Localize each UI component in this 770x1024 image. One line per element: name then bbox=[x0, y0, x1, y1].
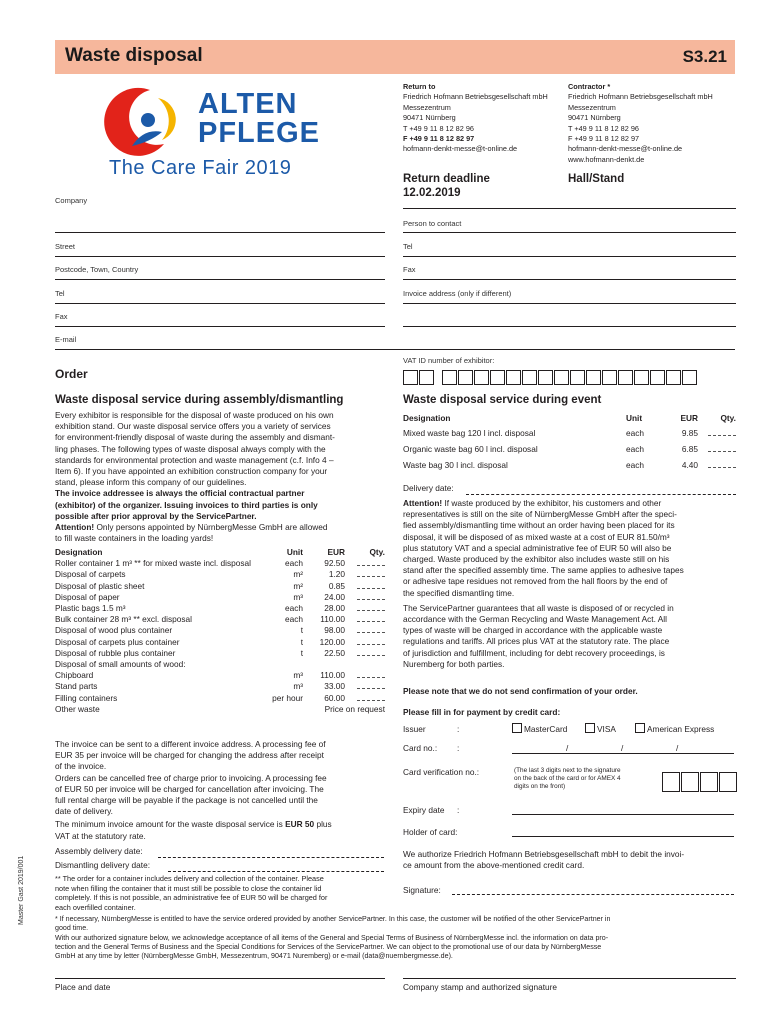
amex-label: American Express bbox=[647, 724, 715, 734]
row-unit: each bbox=[285, 558, 303, 569]
text-line: standards for environmental protection and waste management (c.f. Info 4 – bbox=[55, 454, 334, 465]
row-designation: Plastic bags 1.5 m³ bbox=[55, 603, 126, 614]
fax-label: Fax bbox=[55, 312, 68, 321]
text-line: ce amount from the above-mentioned credit card. bbox=[403, 860, 585, 871]
vat-box[interactable] bbox=[650, 370, 665, 385]
divider bbox=[403, 208, 736, 209]
col-designation: Designation bbox=[403, 413, 451, 423]
contractor-line: Messezentrum bbox=[568, 102, 616, 112]
col-qty: Qty. bbox=[369, 547, 385, 557]
side-form-code: Master Gast 2019/001 bbox=[18, 855, 25, 925]
place-date-label: Place and date bbox=[55, 982, 111, 992]
row-unit: m² bbox=[293, 580, 303, 591]
issuer-label: Issuer bbox=[403, 724, 426, 734]
row-unit: each bbox=[626, 428, 644, 439]
amex-checkbox[interactable] bbox=[635, 723, 645, 733]
invoice-address-field-2[interactable] bbox=[403, 326, 736, 327]
text-line: or adhesive tape residues not removed from the hall floors by the end of bbox=[403, 576, 668, 587]
card-option-mastercard[interactable] bbox=[512, 723, 567, 735]
text-line: good time. bbox=[55, 924, 89, 933]
email-field[interactable] bbox=[55, 349, 735, 350]
text-line: regulations and tariffs. All prices plus VAT at the statutory rate. The place bbox=[403, 636, 670, 647]
text-line: Item 6). If you have appointed an exhibition construction company for your bbox=[55, 466, 328, 477]
text-line: Every exhibitor is responsible for the disposal of waste produced on his own bbox=[55, 410, 334, 420]
text-line: (exhibitor) of the organizer. Issuing invoices to third parties is only bbox=[55, 499, 318, 510]
row-price: 22.50 bbox=[324, 647, 345, 658]
street-field[interactable] bbox=[55, 256, 385, 257]
contractor-block bbox=[568, 82, 738, 165]
text-line: the specified dismantling time. bbox=[403, 587, 515, 598]
col-unit: Unit bbox=[626, 413, 643, 423]
deadline-label: Return deadline bbox=[403, 173, 490, 185]
holder-label: Holder of card: bbox=[403, 827, 458, 837]
text-line: date of delivery. bbox=[55, 806, 113, 817]
row-price: Price on request bbox=[324, 703, 385, 714]
dismantling-date-label: Dismantling delivery date: bbox=[55, 860, 150, 870]
row-qty-field[interactable] bbox=[345, 670, 385, 681]
contractor-line: www.hofmann-denkt.de bbox=[568, 154, 645, 164]
return-to-block bbox=[403, 82, 568, 155]
text-line: We authorize Friedrich Hofmann Betriebsgesellschaft mbH to debit the invoi- bbox=[403, 849, 685, 859]
card-no-slash: / bbox=[676, 743, 679, 753]
row-qty-field[interactable] bbox=[345, 681, 385, 692]
row-qty-field[interactable] bbox=[698, 428, 736, 439]
card-no-slash: / bbox=[566, 743, 569, 753]
right-fax-field[interactable] bbox=[403, 279, 736, 280]
text-line: stand after the specified assembly time. The same applies to adhesive tapes bbox=[403, 565, 684, 576]
visa-label: VISA bbox=[597, 724, 616, 734]
row-unit: each bbox=[626, 443, 644, 454]
table-row bbox=[55, 558, 385, 569]
row-unit: each bbox=[285, 603, 303, 614]
verification-boxes[interactable] bbox=[662, 772, 738, 792]
text-line: accordance with the German Recycling and Waste Management Act. All bbox=[403, 614, 667, 625]
table-row bbox=[403, 428, 736, 439]
table-row bbox=[55, 625, 385, 636]
table-row bbox=[403, 460, 736, 471]
form-code: S3.21 bbox=[682, 47, 727, 66]
vat-box[interactable] bbox=[682, 370, 697, 385]
cvv-box[interactable] bbox=[700, 772, 718, 792]
expiry-label: Expiry date bbox=[403, 805, 445, 815]
row-price: 33.00 bbox=[324, 681, 345, 692]
card-option-amex[interactable] bbox=[635, 723, 714, 735]
vat-box[interactable] bbox=[554, 370, 569, 385]
vat-box[interactable] bbox=[403, 370, 418, 385]
vat-box[interactable] bbox=[490, 370, 505, 385]
contractor-line: Friedrich Hofmann Betriebsgesellschaft mbH bbox=[568, 92, 713, 102]
text-line: With our authorized signature below, we acknowledge acceptance of all items of the General and Special Terms of Business of NürnbergMesse incl. the information on data pro- bbox=[55, 933, 609, 942]
text-line: exhibition stand. Our waste disposal service offers you a variety of services bbox=[55, 421, 331, 432]
col-eur: EUR bbox=[680, 413, 698, 423]
logo-line1: ALTEN bbox=[198, 88, 298, 120]
row-designation: Stand parts bbox=[55, 681, 98, 692]
vat-box[interactable] bbox=[618, 370, 633, 385]
row-designation: Chipboard bbox=[55, 670, 94, 681]
row-unit: t bbox=[300, 636, 303, 647]
row-price: 98.00 bbox=[324, 625, 345, 636]
row-designation: Disposal of rubble plus container bbox=[55, 647, 176, 658]
event-section-heading: Waste disposal service during event bbox=[403, 394, 602, 406]
text-line: (The last 3 digits next to the signature bbox=[514, 767, 621, 774]
text-line: The invoice can be sent to a different invoice address. A processing fee of bbox=[55, 739, 326, 749]
stamp-field[interactable] bbox=[403, 978, 736, 979]
postcode-field[interactable] bbox=[55, 279, 385, 280]
col-eur: EUR bbox=[327, 547, 345, 557]
row-qty-field[interactable] bbox=[345, 693, 385, 704]
text-line: tection and the General Terms of Business and the Special Conditions for Services of the ServicePartner. We can object to the promotional use of our data by NürnbergMesse bbox=[55, 942, 602, 951]
mastercard-label: MasterCard bbox=[524, 724, 568, 734]
event-attention bbox=[403, 498, 738, 670]
text-line: note when filling the container that it must still be possible to close the container lid bbox=[55, 883, 322, 893]
table-row bbox=[55, 704, 385, 715]
hall-stand-label: Hall/Stand bbox=[568, 173, 625, 185]
company-label: Company bbox=[55, 196, 88, 205]
row-unit: each bbox=[626, 459, 644, 470]
return-to-email: hofmann-denkt-messe@t-online.de bbox=[403, 144, 518, 154]
contractor-line: F +49 9 11 8 12 82 97 bbox=[568, 134, 640, 144]
text-line: If waste produced by the exhibitor, his customers and other bbox=[442, 498, 662, 508]
row-designation: Mixed waste bag 120 l incl. disposal bbox=[403, 428, 536, 439]
dismantling-date-field[interactable] bbox=[168, 871, 384, 872]
issuer-colon: : bbox=[457, 724, 460, 734]
vat-box[interactable] bbox=[522, 370, 537, 385]
row-unit: m³ bbox=[293, 670, 303, 681]
text-line: on the back of the card or for AMEX 4 bbox=[514, 775, 621, 783]
verification-note bbox=[514, 767, 621, 792]
expiry-colon: : bbox=[457, 805, 460, 815]
text-line: of EUR 50 per invoice will be charged for cancellation after invoicing. The bbox=[55, 783, 324, 794]
row-designation: Bulk container 28 m³ ** excl. disposal bbox=[55, 614, 192, 625]
contractor-line: T +49 9 11 8 12 82 96 bbox=[568, 123, 639, 133]
text-line: representatives is still on the site of NürnbergMesse GmbH after the speci- bbox=[403, 509, 677, 520]
vat-box[interactable] bbox=[586, 370, 601, 385]
vat-box[interactable] bbox=[442, 370, 457, 385]
row-unit: m³ bbox=[293, 591, 303, 602]
text-line: plus statutory VAT and a special administrative fee of EUR 50 will also be bbox=[403, 542, 672, 553]
text-line: VAT at the statutory rate. bbox=[55, 830, 146, 841]
row-price: 110.00 bbox=[320, 670, 345, 681]
event-table bbox=[403, 413, 736, 475]
table-row bbox=[55, 569, 385, 580]
table-row bbox=[55, 614, 385, 625]
text-line: to fill waste containers in the loading yards! bbox=[55, 533, 214, 544]
row-price: 6.85 bbox=[681, 443, 698, 454]
vat-box[interactable] bbox=[666, 370, 681, 385]
page-title: Waste disposal bbox=[65, 45, 203, 66]
row-designation: Filling containers bbox=[55, 692, 118, 703]
assembly-intro bbox=[55, 410, 390, 544]
text-line: full rental charge will be payable if the package is not cancelled until the bbox=[55, 795, 318, 806]
row-qty-field[interactable] bbox=[698, 460, 736, 471]
return-to-fax: F +49 9 11 8 12 82 97 bbox=[403, 134, 475, 144]
cvv-box[interactable] bbox=[719, 772, 737, 792]
row-designation: Waste bag 30 l incl. disposal bbox=[403, 459, 508, 470]
postcode-label: Postcode, Town, Country bbox=[55, 265, 139, 274]
row-price: 28.00 bbox=[324, 603, 345, 614]
text-line: plus bbox=[314, 819, 332, 830]
card-no-slash: / bbox=[621, 743, 624, 753]
vat-box[interactable] bbox=[474, 370, 489, 385]
row-price: 24.00 bbox=[324, 591, 345, 602]
visa-checkbox[interactable] bbox=[585, 723, 595, 733]
vat-box[interactable] bbox=[634, 370, 649, 385]
invoice-address-label: Invoice address (only if different) bbox=[403, 289, 512, 298]
delivery-date-label: Delivery date: bbox=[403, 483, 454, 493]
text-line: Only persons appointed by NürnbergMesse GmbH are allowed bbox=[94, 522, 328, 533]
street-label: Street bbox=[55, 242, 76, 251]
text-line: of jurisdiction and fulfillment, including for debt recovery proceedings, is bbox=[403, 647, 665, 658]
row-qty-field[interactable] bbox=[345, 614, 385, 625]
vat-box[interactable] bbox=[458, 370, 473, 385]
table-header bbox=[55, 547, 385, 558]
row-price: 0.85 bbox=[328, 580, 345, 591]
logo bbox=[98, 84, 338, 184]
holder-field[interactable] bbox=[512, 836, 734, 837]
table-header bbox=[403, 413, 736, 424]
deadline-date: 12.02.2019 bbox=[403, 187, 461, 199]
row-designation: Disposal of wood plus container bbox=[55, 625, 173, 636]
row-qty-field[interactable] bbox=[345, 648, 385, 659]
cvv-box[interactable] bbox=[662, 772, 680, 792]
return-to-line: T +49 9 11 8 12 82 96 bbox=[403, 123, 474, 133]
vat-box[interactable] bbox=[570, 370, 585, 385]
mastercard-checkbox[interactable] bbox=[512, 723, 522, 733]
email-label: E-mail bbox=[55, 335, 77, 344]
table-row bbox=[55, 693, 385, 704]
right-fax-label: Fax bbox=[403, 265, 416, 274]
row-qty-field[interactable] bbox=[345, 592, 385, 603]
row-designation: Disposal of paper bbox=[55, 591, 120, 602]
text-line: stand, please inform this company of our guidelines. bbox=[55, 477, 247, 488]
col-unit: Unit bbox=[286, 547, 303, 557]
row-unit: m² bbox=[293, 569, 303, 580]
row-designation: Other waste bbox=[55, 703, 100, 714]
text-line: The ServicePartner guarantees that all waste is disposed of or recycled in bbox=[403, 602, 674, 613]
text-line: The minimum invoice amount for the waste disposal service is bbox=[55, 819, 286, 830]
table-row bbox=[55, 648, 385, 659]
right-tel-field[interactable] bbox=[403, 256, 736, 257]
text-line: each overfilled container. bbox=[55, 902, 136, 912]
text-line: of the invoice. bbox=[55, 761, 107, 772]
row-unit: t bbox=[300, 625, 303, 636]
text-line: completely. If this is not possible, an administrative fee of EUR 50 will be charged for bbox=[55, 893, 328, 903]
place-date-field[interactable] bbox=[55, 978, 385, 979]
col-designation: Designation bbox=[55, 547, 103, 557]
return-to-line: 90471 Nürnberg bbox=[403, 113, 456, 123]
signature-field[interactable] bbox=[452, 894, 734, 895]
delivery-date-field[interactable] bbox=[466, 494, 736, 495]
row-qty-field[interactable] bbox=[345, 581, 385, 592]
row-designation: Disposal of plastic sheet bbox=[55, 580, 145, 591]
text-line: EUR 35 per invoice will be charged for changing the address after receipt bbox=[55, 750, 324, 761]
person-contact-label: Person to contact bbox=[403, 219, 462, 228]
row-price: 4.40 bbox=[681, 459, 698, 470]
tel-label: Tel bbox=[55, 289, 65, 298]
row-qty-field[interactable] bbox=[698, 444, 736, 455]
row-qty-field[interactable] bbox=[345, 625, 385, 636]
text-line: types of waste will be charged in accordance with the applicable waste bbox=[403, 625, 663, 636]
row-unit: t bbox=[300, 647, 303, 658]
text-line: disposal, it will be disposed of as mixed waste at a cost of EUR 81.50/m³ bbox=[403, 531, 670, 542]
assembly-table bbox=[55, 547, 385, 715]
table-row bbox=[55, 592, 385, 603]
vat-label: VAT ID number of exhibitor: bbox=[403, 356, 495, 365]
small-amounts-label: Disposal of small amounts of wood: bbox=[55, 659, 186, 670]
contractor-heading: Contractor * bbox=[568, 82, 611, 91]
text-line: The invoice addressee is always the official contractual partner bbox=[55, 488, 305, 499]
table-row bbox=[55, 581, 385, 592]
row-qty-field[interactable] bbox=[345, 637, 385, 648]
return-to-line: Friedrich Hofmann Betriebsgesellschaft mbH bbox=[403, 92, 548, 102]
table-row bbox=[403, 444, 736, 455]
expiry-field[interactable] bbox=[512, 814, 734, 815]
row-price: 120.00 bbox=[319, 636, 345, 647]
stamp-label: Company stamp and authorized signature bbox=[403, 982, 558, 992]
header-band bbox=[55, 40, 735, 74]
fax-field[interactable] bbox=[55, 326, 385, 327]
footer-terms bbox=[55, 915, 737, 961]
table-row bbox=[55, 681, 385, 692]
card-no-label: Card no.: bbox=[403, 743, 438, 753]
logo-emblem-icon bbox=[98, 84, 176, 164]
row-qty-field[interactable] bbox=[345, 603, 385, 614]
company-field[interactable] bbox=[55, 232, 385, 233]
row-price: 110.00 bbox=[320, 614, 345, 625]
row-designation: Disposal of carpets bbox=[55, 569, 126, 580]
return-to-line: Messezentrum bbox=[403, 102, 451, 112]
text-line: charged. Waste produced by the exhibitor also includes waste still on his bbox=[403, 554, 670, 565]
text-line: for environment-friendly disposal of waste during the assembly and dismant- bbox=[55, 432, 335, 443]
row-price: 1.20 bbox=[328, 569, 345, 580]
text-line: Nuremberg for both parties. bbox=[403, 658, 505, 669]
order-heading: Order bbox=[55, 367, 88, 381]
verification-label: Card verification no.: bbox=[403, 767, 480, 777]
authorize-text bbox=[403, 849, 738, 871]
assembly-date-field[interactable] bbox=[158, 857, 384, 858]
row-qty-field[interactable] bbox=[345, 558, 385, 569]
card-option-visa[interactable] bbox=[585, 723, 616, 735]
return-to-heading: Return to bbox=[403, 82, 436, 91]
right-tel-label: Tel bbox=[403, 242, 413, 251]
row-designation: Organic waste bag 60 l incl. disposal bbox=[403, 443, 538, 454]
credit-card-heading: Please fill in for payment by credit card: bbox=[403, 707, 561, 717]
row-unit: each bbox=[285, 614, 303, 625]
invoice-info bbox=[55, 739, 390, 842]
container-footnote bbox=[55, 874, 390, 912]
person-contact-field[interactable] bbox=[403, 232, 736, 233]
table-row bbox=[55, 637, 385, 648]
row-price: 60.00 bbox=[324, 692, 345, 703]
text-line: fied assembly/dismantling time without an order having been placed for its bbox=[403, 520, 675, 531]
vat-box[interactable] bbox=[538, 370, 553, 385]
assembly-date-label: Assembly delivery date: bbox=[55, 846, 143, 856]
vat-box[interactable] bbox=[419, 370, 434, 385]
text-line: ** The order for a container includes delivery and collection of the container. Please bbox=[55, 874, 324, 883]
vat-box[interactable] bbox=[506, 370, 521, 385]
row-designation: Roller container 1 m³ ** for mixed waste incl. disposal bbox=[55, 558, 251, 569]
row-designation: Disposal of carpets plus container bbox=[55, 636, 180, 647]
row-unit: m³ bbox=[293, 681, 303, 692]
vat-boxes[interactable] bbox=[403, 370, 698, 385]
signature-label: Signature: bbox=[403, 885, 441, 895]
invoice-address-field-1[interactable] bbox=[403, 303, 736, 304]
contractor-line: hofmann-denkt-messe@t-online.de bbox=[568, 144, 683, 154]
attention-label: Attention! bbox=[55, 522, 95, 533]
attention-label: Attention! bbox=[403, 498, 443, 508]
text-line: ling phases. The following types of waste disposal always comply with the bbox=[55, 443, 326, 454]
logo-line2: PFLEGE bbox=[198, 117, 321, 149]
card-no-colon: : bbox=[457, 743, 460, 753]
row-price: 92.50 bbox=[324, 558, 345, 569]
row-price: 9.85 bbox=[681, 428, 698, 439]
vat-box[interactable] bbox=[602, 370, 617, 385]
table-row bbox=[55, 603, 385, 614]
text-line: Orders can be cancelled free of charge prior to invoicing. A processing fee bbox=[55, 772, 327, 783]
row-unit: per hour bbox=[272, 692, 303, 703]
text-line: possible after prior approval by the ServicePartner. bbox=[55, 510, 257, 521]
logo-tagline: The Care Fair 2019 bbox=[109, 157, 292, 179]
text-line: digits on the front) bbox=[514, 783, 566, 791]
col-qty: Qty. bbox=[720, 413, 736, 423]
no-confirmation-note: Please note that we do not send confirmation of your order. bbox=[403, 686, 638, 696]
min-amount: EUR 50 bbox=[285, 819, 315, 830]
assembly-section-heading: Waste disposal service during assembly/dismantling bbox=[55, 394, 344, 406]
cvv-box[interactable] bbox=[681, 772, 699, 792]
text-line: GmbH at any time by letter (NürnbergMesse GmbH, Messezentrum, 90471 Nuremberg) or e-mail (data@nuernbergmesse.de). bbox=[55, 952, 453, 961]
text-line: * If necessary, NürnbergMesse is entitled to have the service ordered provided by another ServicePartner. In this case, the customer will be notified of the other ServicePartner in bbox=[55, 915, 611, 923]
row-qty-field[interactable] bbox=[345, 569, 385, 580]
contractor-line: 90471 Nürnberg bbox=[568, 113, 621, 123]
table-row bbox=[55, 670, 385, 681]
tel-field[interactable] bbox=[55, 303, 385, 304]
